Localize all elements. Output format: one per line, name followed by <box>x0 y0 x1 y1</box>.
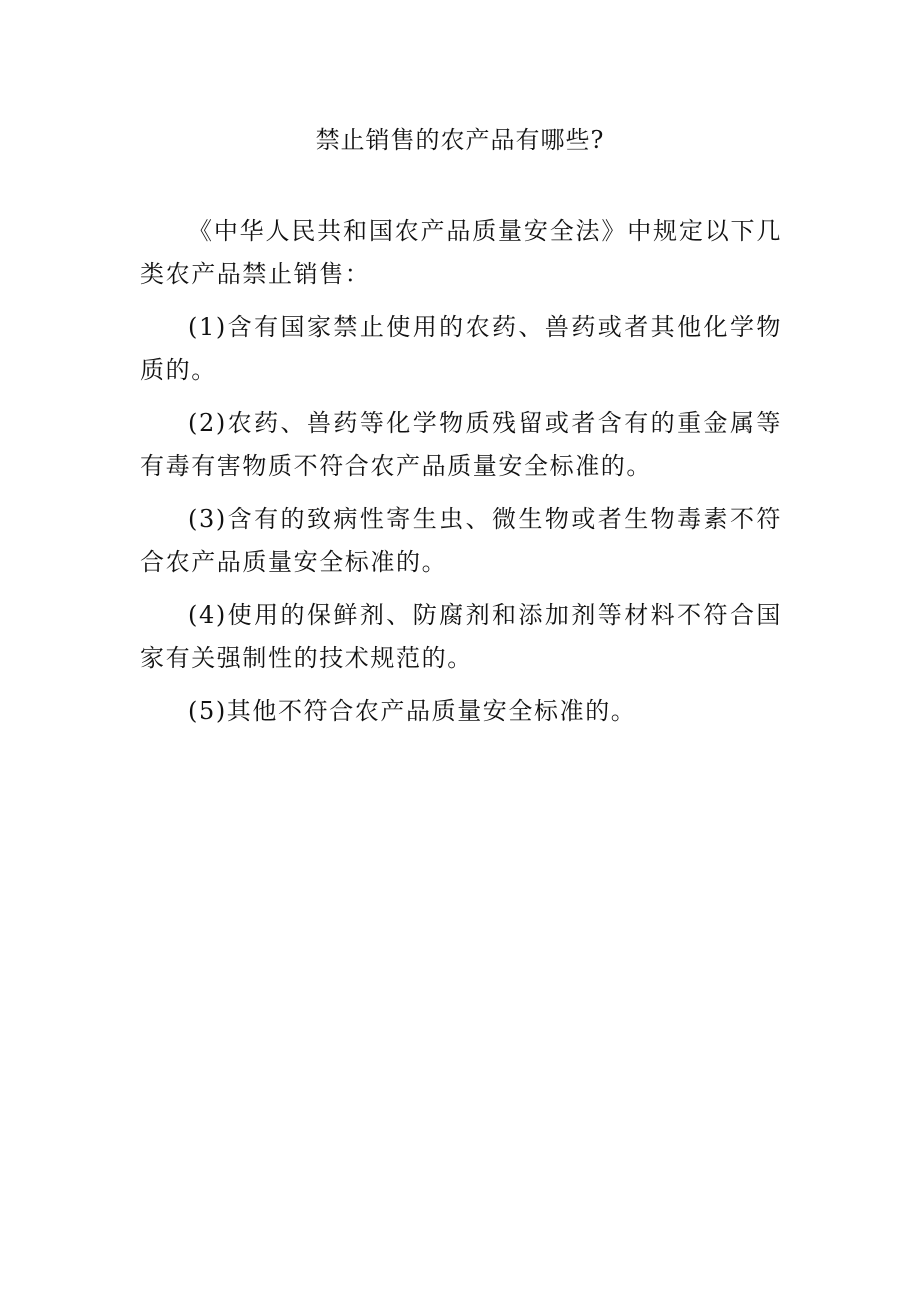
list-item-1: (1)含有国家禁止使用的农药、兽药或者其他化学物质的。 <box>140 313 782 384</box>
document-title: 禁止销售的农产品有哪些? <box>315 126 605 154</box>
intro-paragraph: 《中华人民共和国农产品质量安全法》中规定以下几类农产品禁止销售： <box>140 217 782 288</box>
list-item-5: (5)其他不符合农产品质量安全标准的。 <box>188 697 637 725</box>
list-item-2: (2)农药、兽药等化学物质残留或者含有的重金属等有毒有害物质不符合农产品质量安全标准的。 <box>140 409 782 480</box>
list-item-4: (4)使用的保鲜剂、防腐剂和添加剂等材料不符合国家有关强制性的技术规范的。 <box>140 601 782 672</box>
document-body <box>140 210 782 743</box>
list-item-3: (3)含有的致病性寄生虫、微生物或者生物毒素不符合农产品质量安全标准的。 <box>140 505 782 576</box>
